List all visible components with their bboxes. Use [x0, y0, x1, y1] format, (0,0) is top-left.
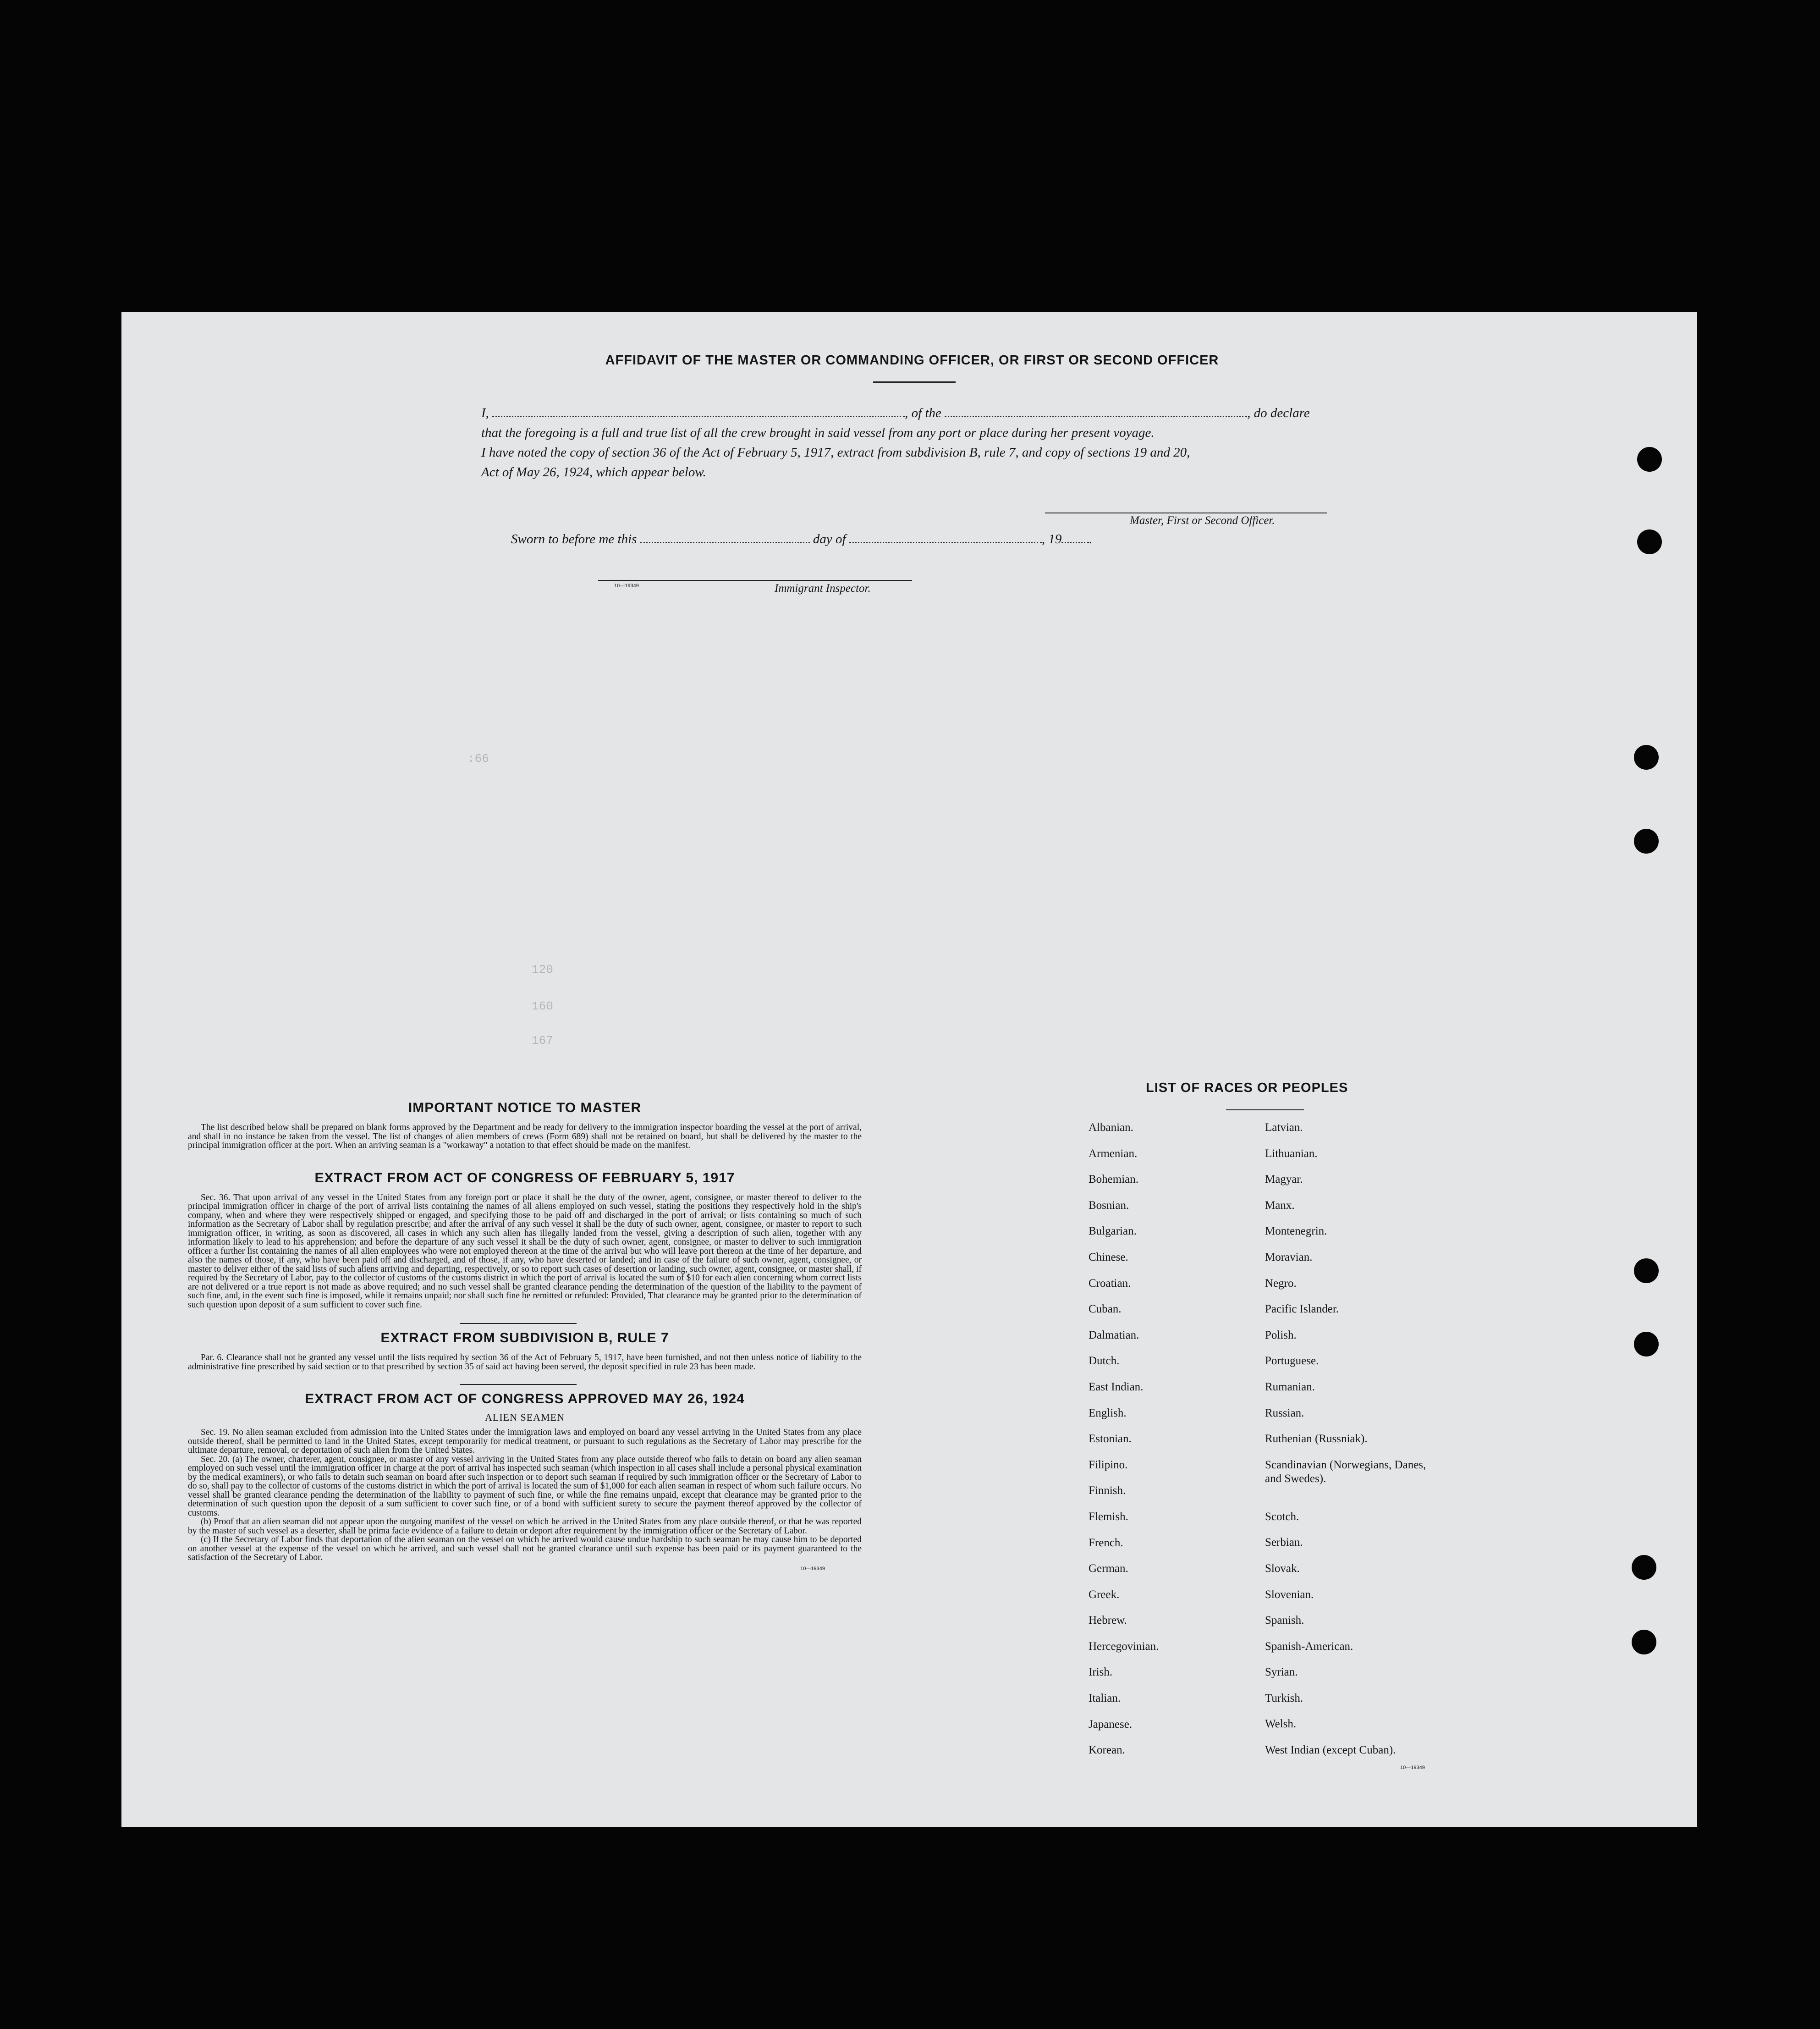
races-title-divider [1226, 1109, 1304, 1110]
race-item: Scandinavian (Norwegians, Danes, and Swedes). [1265, 1458, 1426, 1485]
affidavit-line1-mid: , of the [905, 406, 941, 420]
race-item: Bohemian. [1089, 1173, 1139, 1186]
affidavit-line4: Act of May 26, 1924, which appear below. [481, 465, 706, 480]
race-item: Hercegovinian. [1089, 1640, 1159, 1653]
bleed-through-marks: 167 [532, 1034, 553, 1048]
races-right-column [1265, 1121, 1439, 1770]
race-item: Spanish-American. [1265, 1640, 1353, 1653]
sec20c-text: (c) If the Secretary of Labor finds that deportation of the alien seaman on the vessel on which he arrived would cause undue hardship to such seaman he may cause him to be deported on another vessel at the expense of the vessel on which he arrived, and such vessel shall not be granted clearance until such expense has been paid or its payment guaranteed to the satisfaction of the Secretary of Labor. [188, 1535, 862, 1562]
bleed-through-marks: 160 [532, 999, 553, 1013]
race-item: Turkish. [1265, 1692, 1303, 1704]
race-item: Bulgarian. [1089, 1225, 1137, 1238]
affidavit-line1-prefix: I, [481, 406, 489, 420]
race-item: Polish. [1265, 1329, 1297, 1341]
race-item: Irish. [1089, 1666, 1113, 1679]
sworn-year-field[interactable] [1061, 531, 1089, 543]
race-item: Albanian. [1089, 1121, 1133, 1134]
affidavit-line3: I have noted the copy of section 36 of the Act of February 5, 1917, extract from subdivision B, rule 7, and copy of sections 19 and 20, [481, 445, 1190, 460]
binder-hole [1637, 447, 1662, 472]
race-item: Negro. [1265, 1277, 1297, 1290]
race-item: German. [1089, 1562, 1128, 1575]
rule7-text: Par. 6. Clearance shall not be granted any vessel until the lists required by section 36 of the Act of February 5, 1917, have been furnished, and not then unless notice of liability to the administrative fine prescribed by said section or to that prescribed by section 35 of said act having been served, the deposit specified in rule 23 has been made. [188, 1353, 862, 1372]
section-divider [460, 1323, 577, 1324]
race-item: Japanese. [1089, 1718, 1133, 1731]
notice-section [188, 1100, 862, 1571]
race-item: Spanish. [1265, 1614, 1304, 1627]
affidavit-title: AFFIDAVIT OF THE MASTER OR COMMANDING OFFICER, OR FIRST OR SECOND OFFICER [605, 353, 1219, 368]
binder-hole [1634, 1332, 1659, 1356]
binder-hole [1632, 1555, 1656, 1580]
binder-hole [1634, 829, 1659, 854]
race-item: Bosnian. [1089, 1199, 1129, 1212]
sworn-day-field[interactable] [640, 531, 810, 543]
race-item: Dalmatian. [1089, 1329, 1139, 1341]
race-item: Greek. [1089, 1588, 1120, 1601]
master-signature-label: Master, First or Second Officer. [1130, 514, 1275, 527]
race-item: Rumanian. [1265, 1380, 1315, 1393]
binder-hole [1632, 1630, 1656, 1654]
race-item: Manx. [1265, 1199, 1295, 1212]
race-item: Italian. [1089, 1692, 1121, 1705]
vessel-name-field[interactable] [945, 405, 1247, 417]
inspector-label: Immigrant Inspector. [775, 582, 871, 595]
sworn-line: Sworn to before me this day of , 19 . [511, 532, 1093, 546]
affidavit-form-number: 10—19349 [614, 583, 639, 589]
sworn-month-field[interactable] [849, 531, 1042, 543]
bleed-through-marks: :66 [467, 752, 489, 766]
race-item: Finnish. [1089, 1484, 1126, 1497]
race-item: Portuguese. [1265, 1355, 1319, 1367]
races-form-number: 10—19349 [1400, 1765, 1425, 1770]
race-item: Syrian. [1265, 1666, 1298, 1679]
race-item: Croatian. [1089, 1277, 1131, 1290]
race-item: Scotch. [1265, 1510, 1299, 1523]
binder-hole [1634, 745, 1659, 770]
race-item: Serbian. [1265, 1536, 1303, 1549]
races-title: LIST OF RACES OR PEOPLES [1146, 1081, 1348, 1095]
master-name-field[interactable] [492, 405, 905, 417]
race-item: Cuban. [1089, 1303, 1122, 1316]
notice-text: The list described below shall be prepared on blank forms approved by the Department and be ready for delivery to the immigration inspector boarding the vessel at the port of arrival, and shall in no instance be taken from the vessel. The list of changes of alien members of crews (Form 689) shall not be retained on board, but shall be delivered by the master to the principal immigration officer at the port. When an arriving seaman is a "workaway" a notation to that effect should be made on the manifest. [188, 1123, 862, 1150]
extract-form-number: 10—19349 [800, 1566, 825, 1571]
race-item: French. [1089, 1536, 1123, 1549]
title-divider [873, 381, 956, 383]
sworn-prefix: Sworn to before me this [511, 532, 637, 546]
race-item: Korean. [1089, 1744, 1125, 1757]
extract-1917-text: Sec. 36. That upon arrival of any vessel in the United States from any foreign port or place it shall be the duty of the owner, agent, consignee, or master thereof to deliver to the principal immigration officer in charge of the port of arrival lists containing the names of all aliens employed on such vessel, stating the positions they respectively hold in the ship's company, when and where they were respectively shipped or engaged, and specifying those to be paid off and discharged in the port of arrival; or lists containing so much of such information as the Secretary of Labor shall by regulation prescribe; and after the arrival of any such vessel it shall be the duty of such owner, agent, consignee, or master to report to such immigration officer, in writing, as soon as discovered, all cases in which any such alien has illegally landed from the vessel, giving a description of such alien, together with any information likely to lead to his apprehension; and before the departure of any such vessel it shall be the duty of such owner, agent, consignee, or master to deliver to such immigration officer a further list containing the names of all alien employees who were not employed thereon at the time of the arrival but who will leave port thereon at the time of her departure, and also the names of those, if any, who have been paid off and discharged, and of those, if any, who have deserted or landed; and in case of the failure of such owner, agent, consignee, or master to deliver either of the said lists of such aliens arriving and departing, respectively, or so to report such cases of desertion or landing, such owner, agent, consignee, or master shall, if required by the Secretary of Labor, pay to the collector of customs of the customs district in which the port of arrival is located the sum of $10 for each alien concerning whom correct lists are not delivered or a true report is not made as above required; and no such vessel shall be granted clearance pending the determination of the question of the liability to the payment of such fine, and, in the event such fine is imposed, while it remains unpaid; nor shall such fine be remitted or refunded: Provided, That clearance may be granted prior to the determination of such question upon deposit of a sum sufficient to cover such fine. [188, 1192, 862, 1310]
race-item: Welsh. [1265, 1718, 1297, 1731]
race-item: Filipino. [1089, 1458, 1128, 1471]
race-item: Montenegrin. [1265, 1225, 1327, 1238]
sec20a-text: Sec. 20. (a) The owner, charterer, agent, consignee, or master of any vessel arriving in the United States from any place outside thereof who fails to detain on board any alien seaman employed on such vessel until the immigration officer in charge at the port of arrival has inspected such seaman (which inspection in all cases shall include a personal physical examination by the medical examiners), or who fails to detain such seaman on board after such inspection or to deport such seaman if required by such immigration officer or the Secretary of Labor to do so, shall pay to the collector of customs of the customs district in which the port of arrival is located the sum of $1,000 for each alien seaman in respect of whom such failure occurs. No vessel shall be granted clearance pending the determination of the liability to payment of such fine, or while the fine remains unpaid, except that clearance may be granted prior to the determination of such question upon the deposit of a sum sufficient to cover such fine, or of a bond with sufficient surety to secure the payment thereof approved by the collector of customs. [188, 1454, 862, 1518]
race-item: Estonian. [1089, 1433, 1132, 1445]
race-item: Armenian. [1089, 1147, 1138, 1160]
section-divider [460, 1384, 577, 1385]
notice-title: IMPORTANT NOTICE TO MASTER [408, 1100, 642, 1115]
binder-hole [1637, 529, 1662, 554]
sworn-suffix: , 19 [1041, 532, 1062, 546]
race-item: Pacific Islander. [1265, 1303, 1339, 1316]
race-item: West Indian (except Cuban). [1265, 1744, 1396, 1757]
race-item: Slovenian. [1265, 1588, 1314, 1601]
bleed-through-marks: 120 [532, 963, 553, 976]
sworn-mid: day of [813, 532, 846, 546]
affidavit-line2: that the foregoing is a full and true list of all the crew brought in said vessel from any port or place during her present voyage. [481, 425, 1155, 440]
race-item: Slovak. [1265, 1562, 1300, 1575]
race-item: Chinese. [1089, 1251, 1128, 1263]
race-item: Flemish. [1089, 1510, 1128, 1523]
race-item: Hebrew. [1089, 1614, 1127, 1627]
race-item: Dutch. [1089, 1355, 1120, 1367]
sec20b-text: (b) Proof that an alien seaman did not appear upon the outgoing manifest of the vessel on which he arrived in the United States from any place outside thereof, or that he was reported by the master of such vessel as a deserter, shall be prima facie evidence of a failure to detain or deport after requirement by the immigration officer or the Secretary of Labor. [188, 1517, 862, 1536]
affidavit-text [481, 403, 1352, 482]
sec19-text: Sec. 19. No alien seaman excluded from admission into the United States under the immigration laws and employed on board any vessel arriving in the United States from any place outside thereof, shall be permitted to land in the United States, except temporarily for medical treatment, or pursuant to such regulations as the Secretary of Labor may prescribe for the ultimate departure, removal, or deportation of such alien from the United States. [188, 1428, 862, 1455]
race-item: Moravian. [1265, 1251, 1313, 1263]
race-item: Russian. [1265, 1406, 1304, 1419]
binder-hole [1634, 1258, 1659, 1283]
races-left-column [1089, 1121, 1254, 1770]
inspector-signature-line[interactable] [598, 580, 912, 581]
extract-1917-title: EXTRACT FROM ACT OF CONGRESS OF FEBRUARY 5, 1917 [314, 1170, 735, 1185]
extract-1924-title: EXTRACT FROM ACT OF CONGRESS APPROVED MAY 26, 1924 [305, 1391, 745, 1406]
race-item: English. [1089, 1406, 1127, 1419]
race-item: Latvian. [1265, 1121, 1303, 1134]
rule7-title: EXTRACT FROM SUBDIVISION B, RULE 7 [380, 1330, 669, 1345]
race-item: Ruthenian (Russniak). [1265, 1433, 1368, 1445]
alien-seamen-subtitle: ALIEN SEAMEN [485, 1411, 565, 1423]
race-item: East Indian. [1089, 1380, 1144, 1393]
race-item: Magyar. [1265, 1173, 1303, 1186]
affidavit-line1-suffix: , do declare [1247, 406, 1310, 420]
race-item: Lithuanian. [1265, 1147, 1318, 1160]
